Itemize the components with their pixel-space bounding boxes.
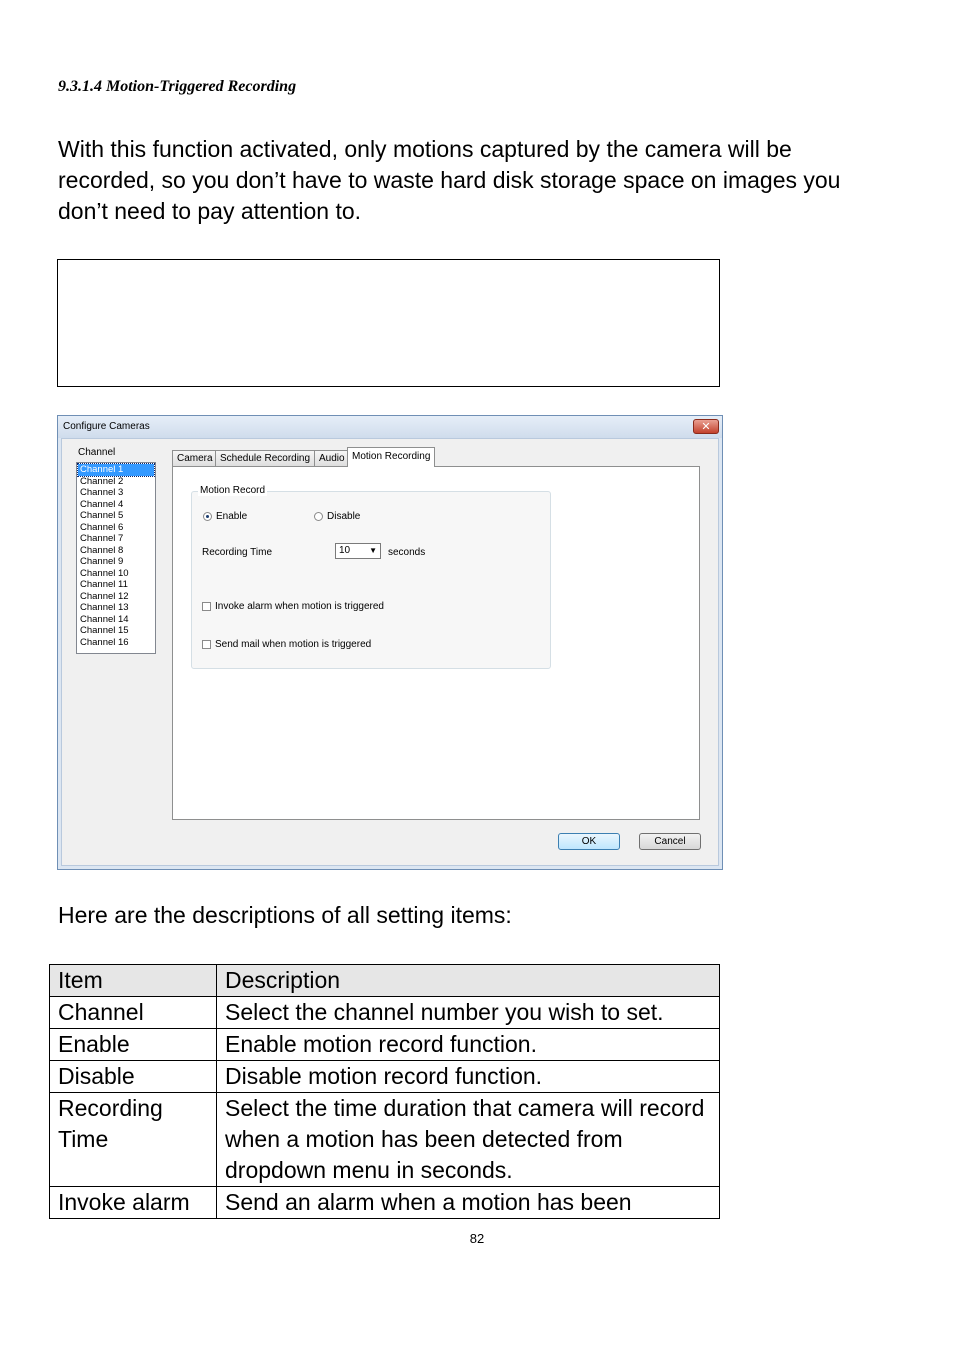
dialog-titlebar[interactable] (58, 416, 722, 438)
chevron-down-icon: ▼ (369, 546, 377, 555)
table-cell-item: Invoke alarm (50, 1187, 217, 1219)
channel-list-item[interactable]: Channel 14 (80, 613, 129, 625)
table-cell-item: Disable (50, 1061, 217, 1093)
channel-list-item[interactable]: Channel 13 (80, 602, 129, 613)
table-cell-description: Send an alarm when a motion has been (217, 1187, 720, 1219)
table-row (50, 1093, 720, 1187)
enable-label: Enable (216, 511, 248, 522)
recording-time-value: 10 (339, 545, 351, 556)
table-cell-item: Channel (50, 997, 217, 1029)
channel-list-item[interactable]: Channel 3 (80, 487, 124, 498)
section-heading: 9.3.1.4 Motion-Triggered Recording (58, 78, 297, 95)
channel-list-item[interactable]: Channel 10 (80, 567, 129, 579)
disable-label: Disable (327, 511, 361, 522)
seconds-label: seconds (388, 547, 426, 558)
table-cell-description: Select the channel number you wish to set. (217, 997, 720, 1029)
close-button[interactable] (693, 419, 719, 434)
close-icon: ✕ (701, 421, 711, 433)
channel-list-item[interactable]: Channel 2 (80, 475, 124, 487)
dialog-client-area (61, 438, 719, 866)
descriptions-intro: Here are the descriptions of all setting items: (58, 902, 512, 928)
tab-audio[interactable]: Audio (314, 450, 350, 466)
table-header-description: Description (217, 965, 720, 997)
settings-table (49, 964, 720, 1219)
channel-list-item[interactable]: Channel 7 (80, 533, 124, 544)
table-row (50, 1029, 720, 1061)
tab-camera[interactable]: Camera (172, 450, 218, 466)
recording-time-label: Recording Time (202, 547, 273, 558)
motion-recording-panel (172, 466, 700, 820)
cancel-button[interactable]: Cancel (639, 833, 701, 850)
tab-motion-recording[interactable]: Motion Recording (347, 447, 435, 467)
table-row (50, 1187, 720, 1219)
table-cell-description: Select the time duration that camera will record when a motion has been detected from dropdown menu in seconds. (217, 1093, 720, 1187)
dialog-title: Configure Cameras (63, 421, 150, 432)
invoke-alarm-label: Invoke alarm when motion is triggered (215, 601, 384, 612)
channel-list-item[interactable]: Channel 16 (80, 636, 129, 648)
channel-list-item[interactable]: Channel 9 (80, 556, 124, 567)
table-cell-description: Enable motion record function. (217, 1029, 720, 1061)
channel-list-item[interactable]: Channel 1 (78, 464, 154, 476)
disable-radio[interactable] (314, 512, 323, 521)
table-row (50, 1061, 720, 1093)
channel-list[interactable] (76, 462, 156, 654)
send-mail-label: Send mail when motion is triggered (215, 639, 372, 650)
send-mail-checkbox[interactable] (202, 640, 211, 649)
channel-label: Channel (78, 447, 116, 458)
intro-paragraph: With this function activated, only motions captured by the camera will be recorded, so you don’t have to waste hard disk storage space on images you don’t need to pay attention to. (58, 136, 841, 224)
enable-radio[interactable] (203, 512, 212, 521)
table-cell-item: Enable (50, 1029, 217, 1061)
tab-schedule-recording[interactable]: Schedule Recording (215, 450, 315, 466)
channel-list-item[interactable]: Channel 5 (80, 510, 124, 521)
motion-record-group-label: Motion Record (200, 485, 266, 496)
invoke-alarm-checkbox[interactable] (202, 602, 211, 611)
page-number: 82 (469, 1231, 485, 1246)
channel-list-item[interactable]: Channel 15 (80, 625, 129, 636)
recording-time-select[interactable] (335, 543, 381, 559)
channel-list-item[interactable]: Channel 4 (80, 498, 124, 510)
note-box (57, 259, 720, 387)
table-cell-item: Recording Time (50, 1093, 217, 1187)
channel-list-item[interactable]: Channel 8 (80, 544, 124, 556)
motion-record-group (191, 485, 551, 669)
configure-cameras-dialog (57, 415, 723, 870)
table-cell-description: Disable motion record function. (217, 1061, 720, 1093)
table-header-row (50, 965, 720, 997)
table-header-item: Item (50, 965, 217, 997)
ok-button[interactable]: OK (558, 833, 620, 850)
channel-list-item[interactable]: Channel 12 (80, 590, 129, 602)
channel-list-item[interactable]: Channel 6 (80, 521, 124, 533)
table-row (50, 997, 720, 1029)
channel-list-item[interactable]: Channel 11 (80, 579, 128, 590)
